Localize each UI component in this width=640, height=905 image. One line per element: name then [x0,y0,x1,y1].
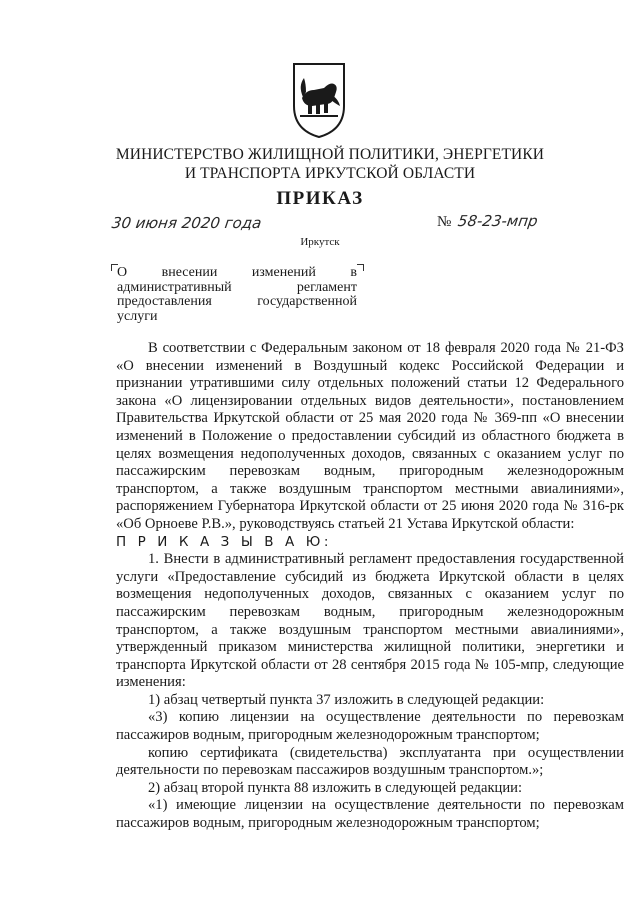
subitem-1-paragraph: 1) абзац четвертый пункта 37 изложить в следующей редакции: [148,691,545,708]
ministry-line-1: МИНИСТЕРСТВО ЖИЛИЩНОЙ ПОЛИТИКИ, ЭНЕРГЕТИКИ [115,146,545,163]
order-subject: О внесении изменений в административный регламент предоставления государственной услуги [117,265,357,324]
handwritten-date: 30 июня 2020 года [110,214,263,232]
certificate-copy-paragraph: копию сертификата (свидетельства) эксплуатанта при осуществлении деятельности по перевозкам пассажиров воздушным транспортом.»; [116,744,624,779]
coat-of-arms-emblem [290,60,348,140]
quoted-point-3-paragraph: «3) копию лицензии на осуществление деятельности по перевозкам пассажиров водным, пригородным железнодорожным транспортом; [116,709,624,744]
number-prefix: № [437,214,452,230]
subitem-2-paragraph: 2) абзац второй пункта 88 изложить в следующей редакции: [148,779,523,796]
handwritten-order-number: 58-23-мпр [456,212,539,230]
ministry-name [60,145,600,183]
decree-heading: П Р И К А З Ы В А Ю: [116,533,333,550]
subject-corner-right [357,264,364,271]
document-type-title: ПРИКАЗ [276,188,364,209]
preamble-paragraph: В соответствии с Федеральным законом от 18 февраля 2020 года № 21-ФЗ «О внесении изменений в Воздушный кодекс Российской Федерации и признании утратившими силу отдельных положений статьи 12 Федерального закона «О лицензировании отдельных видов деятельности», постановлением Правительства Иркутской области от 25 мая 2020 года № 369-пп «О внесении изменений в Положение о предоставлении субсидий из областного бюджета в целях возмещения недополученных доходов, связанных с оказанием услуг по пассажирским перевозкам водным, пригородным железнодорожным транспортом, а также воздушным транспортом местными авиалиниями», распоряжением Губернатора Иркутской области от 25 июня 2020 года № 316-рк «Об Орноеве Р.В.», руководствуясь статьей 21 Устава Иркутской области: [116,340,624,532]
document-body [116,340,624,833]
item-1-paragraph: 1. Внести в административный регламент предоставления государственной услуги «Предоставление субсидий из бюджета Иркутской области в целях возмещения недополученных доходов, связанных с оказанием услуг по пассажирским перевозкам водным, пригородным железнодорожным транспортом, а также воздушным транспортом местными авиалиниями», утвержденный приказом министерства жилищной политики, энергетики и транспорта Иркутской области от 28 сентября 2015 года № 105-мпр, следующие изменения: [116,551,624,691]
city-label: Иркутск [300,236,340,248]
ministry-line-2: И ТРАНСПОРТА ИРКУТСКОЙ ОБЛАСТИ [184,165,476,182]
quoted-point-1-paragraph: «1) имеющие лицензии на осуществление деятельности по перевозкам пассажиров водным, пригородным железнодорожным транспортом; [116,797,624,832]
